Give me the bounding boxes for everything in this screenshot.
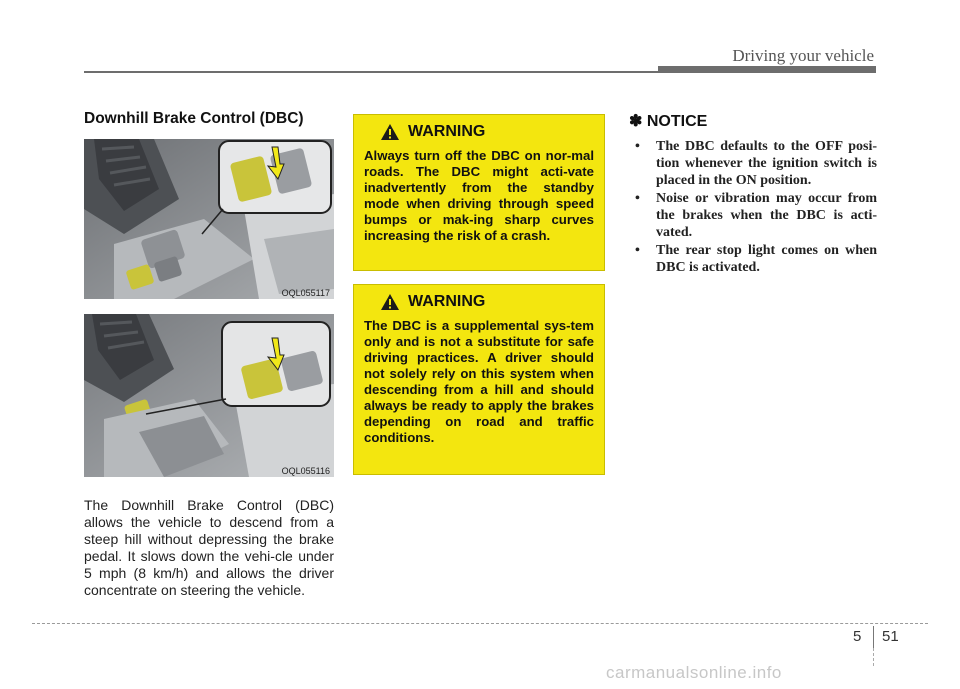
warning-title: WARNING bbox=[408, 293, 486, 310]
footer-rule bbox=[32, 623, 928, 624]
warning-title: WARNING bbox=[408, 123, 486, 140]
notice-title-text: NOTICE bbox=[646, 113, 708, 130]
notice-item-text: Noise or vibration may occur from the brakes when the DBC is acti-vated. bbox=[656, 191, 877, 240]
photo-code: OQL055117 bbox=[281, 288, 330, 298]
warning-text: Always turn off the DBC on nor-mal roads. The DBC might acti-vate inadvertently from the standby mode when driving through speed bumps or mak-ing sharp curves increasing the risk of a crash. bbox=[364, 148, 594, 243]
warning-triangle-icon bbox=[380, 293, 400, 311]
warning-box-1 bbox=[353, 114, 605, 271]
section-title: Downhill Brake Control (DBC) bbox=[84, 110, 304, 127]
bullet-icon: • bbox=[635, 243, 640, 258]
notice-item bbox=[629, 138, 877, 189]
warning-triangle-icon bbox=[380, 123, 400, 141]
dbc-description: The Downhill Brake Control (DBC) allows the vehicle to descend from a steep hill without depressing the brake pedal. It slows down the vehi-cle under 5 mph (8 km/h) and allows the driver concentrate on steering the vehicle. bbox=[84, 497, 334, 598]
page-divider-lower bbox=[873, 648, 874, 666]
watermark: carmanualsonline.info bbox=[606, 663, 782, 682]
console-illustration-2 bbox=[84, 314, 334, 477]
notice-list bbox=[629, 138, 877, 277]
bullet-icon: • bbox=[635, 139, 640, 154]
notice-item-text: The rear stop light comes on when DBC is activated. bbox=[656, 243, 877, 275]
page-divider bbox=[873, 626, 874, 648]
notice-title bbox=[629, 111, 707, 131]
photo-code: OQL055116 bbox=[281, 466, 330, 476]
notice-item bbox=[629, 190, 877, 241]
warning-header bbox=[380, 293, 594, 311]
header-rule-thin bbox=[84, 71, 684, 73]
warning-text: The DBC is a supplemental sys-tem only and is not a substitute for safe driving practices. A driver should not solely rely on this system when descending from a hill and should always be ready to apply the brakes depending on road and traffic conditions. bbox=[364, 318, 594, 445]
console-illustration-1 bbox=[84, 139, 334, 299]
dbc-photo-2 bbox=[84, 314, 334, 477]
notice-symbol-icon: ✽ bbox=[629, 113, 643, 130]
bullet-icon: • bbox=[635, 191, 640, 206]
header-rule-thick bbox=[658, 66, 876, 73]
page-number: 51 bbox=[882, 628, 899, 645]
warning-box-2 bbox=[353, 284, 605, 475]
dbc-photo-1 bbox=[84, 139, 334, 299]
page-chapter: 5 bbox=[853, 628, 862, 645]
notice-item-text: The DBC defaults to the OFF posi-tion whenever the ignition switch is placed in the ON position. bbox=[656, 139, 877, 188]
warning-header bbox=[380, 123, 594, 141]
notice-item bbox=[629, 242, 877, 276]
header-title: Driving your vehicle bbox=[732, 46, 874, 65]
